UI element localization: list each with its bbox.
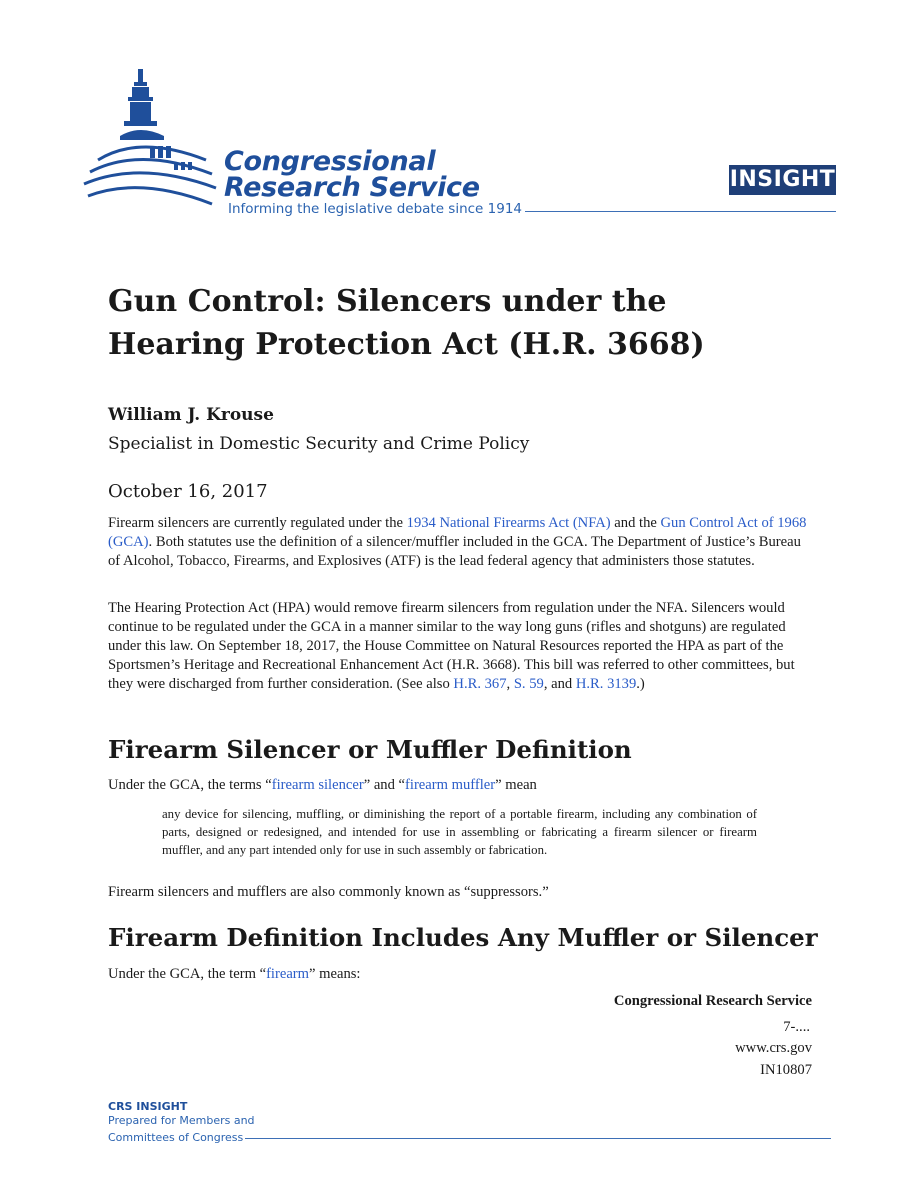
hr3139-link[interactable]: H.R. 3139 [575,676,637,692]
page-title: Gun Control: Silencers under the Hearing Protection Act (H.R. 3668) [108,284,705,362]
section1-lead [108,777,537,794]
text-run: ” and “ [363,777,406,793]
text-run: , [506,676,514,692]
org-tagline: Informing the legislative debate since 1914 [228,201,523,217]
text-run: Firearm silencers are currently regulated under the [108,515,407,531]
hpa-paragraph [108,599,816,694]
section-heading-firearm-definition: Firearm Definition Includes Any Muffler or Silencer [108,923,818,952]
publication-date: October 16, 2017 [108,481,268,502]
text-run: Under the GCA, the terms “ [108,777,272,793]
text-run: and the [610,515,661,531]
capitol-dome-logo-icon [80,64,220,214]
footer-prepared-line2: Committees of Congress [108,1131,244,1144]
text-run: ” means: [309,966,361,982]
section-heading-silencer-definition: Firearm Silencer or Muffler Definition [108,735,632,764]
footer-crs-insight: CRS INSIGHT [108,1100,188,1113]
text-run: ” mean [495,777,537,793]
suppressors-note: Firearm silencers and mufflers are also commonly known as “suppressors.” [108,884,549,900]
text-run: .) [636,676,645,692]
footer-url[interactable]: www.crs.gov [735,1040,812,1056]
footer-id: IN10807 [760,1062,812,1078]
org-name-line2: Research Service [224,172,480,203]
nfa-link[interactable]: 1934 National Firearms Act (NFA) [406,515,611,531]
text-run: Under the GCA, the term “ [108,966,267,982]
author-role: Specialist in Domestic Security and Crime Policy [108,434,530,454]
s59-link[interactable]: S. 59 [513,676,544,692]
header-rule [525,211,836,212]
footer-org: Congressional Research Service [613,993,812,1009]
section2-lead [108,966,360,983]
firearm-link[interactable]: firearm [266,966,310,982]
intro-paragraph [108,514,816,571]
text-run: The Hearing Protection Act (HPA) would remove firearm silencers from regulation under the NFA. Silencers would continue to be regulated under the GCA in a manner similar to the way long guns (rifles and shotguns) are regulated under this law. On September 18, 2017, the House Committee on Natural Resources reported the HPA as part of the Sportsmen’s Heritage and Recreational Enhancement Act (H.R. 3668). This bill was referred to other committees, but they were discharged from further consideration. (See also [108,600,795,692]
footer-prepared-line1: Prepared for Members and [108,1114,255,1127]
footer-rule [245,1138,831,1139]
org-name-line1: Congressional [224,146,436,177]
text-run: . Both statutes use the definition of a silencer/muffler included in the GCA. The Department of Justice’s Bureau of Alcohol, Tobacco, Firearms, and Explosives (ATF) is the lead federal agency that administers those statutes. [108,534,801,569]
text-run: , and [543,676,576,692]
hr367-link[interactable]: H.R. 367 [453,676,507,692]
statute-quote: any device for silencing, muffling, or diminishing the report of a portable firearm, including any combination of parts, designed or redesigned, and intended for use in assembling or fabricating a firearm silencer or firearm muffler, and any part intended only for use in such assembly or fabrication. [162,807,757,857]
gca-link[interactable]: Gun Control Act of 1968 (GCA) [108,515,807,550]
firearm-muffler-link[interactable]: firearm muffler [405,777,496,793]
firearm-silencer-link[interactable]: firearm silencer [271,777,364,793]
author-name: William J. Krouse [108,405,274,425]
footer-code: 7-.... [783,1019,810,1035]
insight-badge: INSIGHT [729,165,836,195]
